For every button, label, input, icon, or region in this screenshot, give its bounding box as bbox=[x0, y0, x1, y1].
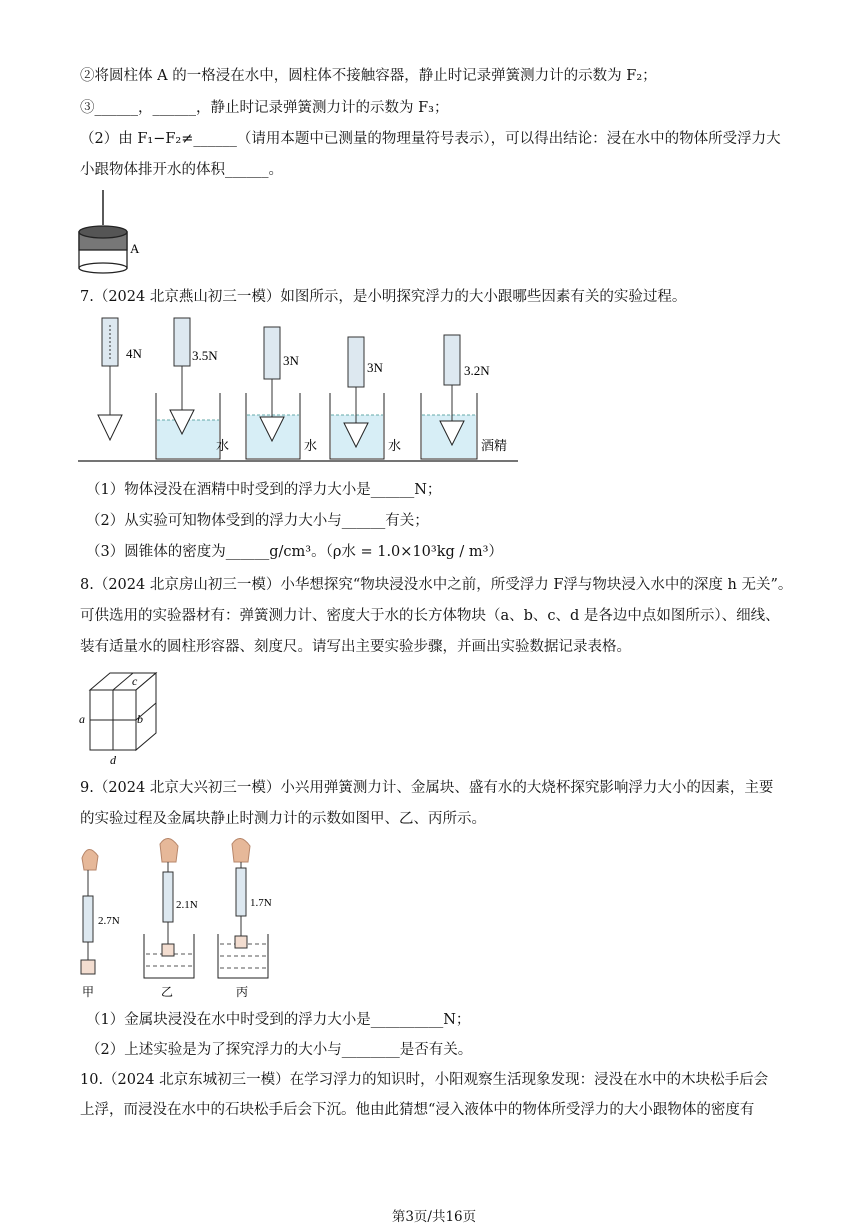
cylinder-label: A bbox=[130, 241, 140, 256]
spring-scale-1 bbox=[98, 318, 122, 440]
text-line: （1）物体浸没在酒精中时受到的浮力大小是______N； bbox=[86, 482, 442, 498]
liquid-2: 水 bbox=[304, 438, 318, 453]
liquid-3: 水 bbox=[388, 438, 402, 453]
reading-3: 3N bbox=[283, 353, 299, 368]
beaker-3 bbox=[330, 337, 384, 459]
question-9: 9.（2024 北京大兴初三一模）小兴用弹簧测力计、金属块、盛有水的大烧杯探究影响浮力大小的因素，主要 bbox=[80, 780, 774, 796]
reading-1: 4N bbox=[126, 346, 142, 361]
question-10: 10.（2024 北京东城初三一模）在学习浮力的知识时，小阳观察生活现象发现：浸没在水中的木块松手后会 bbox=[80, 1072, 769, 1088]
text-line: （2）从实验可知物体受到的浮力大小与______有关； bbox=[86, 513, 429, 529]
text-line: 的实验过程及金属块静止时测力计的示数如图甲、乙、丙所示。 bbox=[80, 811, 486, 827]
reading-jia: 2.7N bbox=[98, 915, 120, 927]
text-line: （1）金属块浸没在水中时受到的浮力大小是__________N； bbox=[86, 1012, 471, 1028]
figure-q7 bbox=[78, 315, 520, 465]
question-8: 8.（2024 北京房山初三一模）小华想探究“物块浸没水中之前，所受浮力 F浮与物块浸入水中的深度 h 无关”。 bbox=[80, 577, 793, 593]
caption-jia: 甲 bbox=[82, 985, 95, 999]
cube-b: b bbox=[137, 712, 143, 726]
page-footer: 第3页/共16页 bbox=[391, 1209, 477, 1225]
beaker-1 bbox=[156, 318, 220, 459]
text-line: 上浮，而浸没在水中的石块松手后会下沉。他由此猜想“浸入液体中的物体所受浮力的大小跟物体的密度有 bbox=[80, 1102, 755, 1118]
cube-a: a bbox=[79, 712, 85, 726]
cube-d: d bbox=[110, 753, 116, 767]
text-line: ③______，______，静止时记录弹簧测力计的示数为 F₃； bbox=[80, 100, 449, 116]
reading-yi: 2.1N bbox=[176, 899, 198, 911]
beaker-4 bbox=[421, 335, 477, 459]
caption-yi: 乙 bbox=[161, 985, 174, 999]
cube-c: c bbox=[132, 674, 138, 688]
text-line: ②将圆柱体 A 的一格浸在水中，圆柱体不接触容器，静止时记录弹簧测力计的示数为 F₂； bbox=[80, 68, 657, 84]
reading-bing: 1.7N bbox=[250, 897, 272, 909]
figure-cylinder bbox=[76, 190, 146, 275]
liquid-1: 水 bbox=[216, 438, 230, 453]
reading-2: 3.5N bbox=[192, 348, 218, 363]
scale-yi bbox=[144, 838, 198, 999]
reading-4: 3N bbox=[367, 360, 383, 375]
figure-q9 bbox=[76, 836, 316, 1002]
scale-jia bbox=[81, 849, 120, 999]
text-line: （2）上述实验是为了探究浮力的大小与________是否有关。 bbox=[86, 1042, 473, 1058]
scale-bing bbox=[218, 838, 272, 999]
beaker-2 bbox=[246, 327, 300, 459]
text-line: 小跟物体排开水的体积______。 bbox=[80, 162, 283, 178]
text-line: （2）由 F₁−F₂≠______（请用本题中已测量的物理量符号表示），可以得出结论：浸在水中的物体所受浮力大 bbox=[80, 131, 781, 147]
reading-5: 3.2N bbox=[464, 363, 490, 378]
text-line: 可供选用的实验器材有：弹簧测力计、密度大于水的长方体物块（a、b、c、d 是各边中点如图所示）、细线、 bbox=[80, 608, 780, 624]
question-7: 7.（2024 北京燕山初三一模）如图所示，是小明探究浮力的大小跟哪些因素有关的实验过程。 bbox=[80, 289, 687, 305]
liquid-4: 酒精 bbox=[481, 438, 508, 453]
figure-cube bbox=[76, 665, 166, 767]
text-line: （3）圆锥体的密度为______g/cm³。（ρ水 = 1.0×10³kg / m³） bbox=[86, 544, 503, 560]
text-line: 装有适量水的圆柱形容器、刻度尺。请写出主要实验步骤，并画出实验数据记录表格。 bbox=[80, 639, 631, 655]
caption-bing: 丙 bbox=[236, 985, 249, 999]
